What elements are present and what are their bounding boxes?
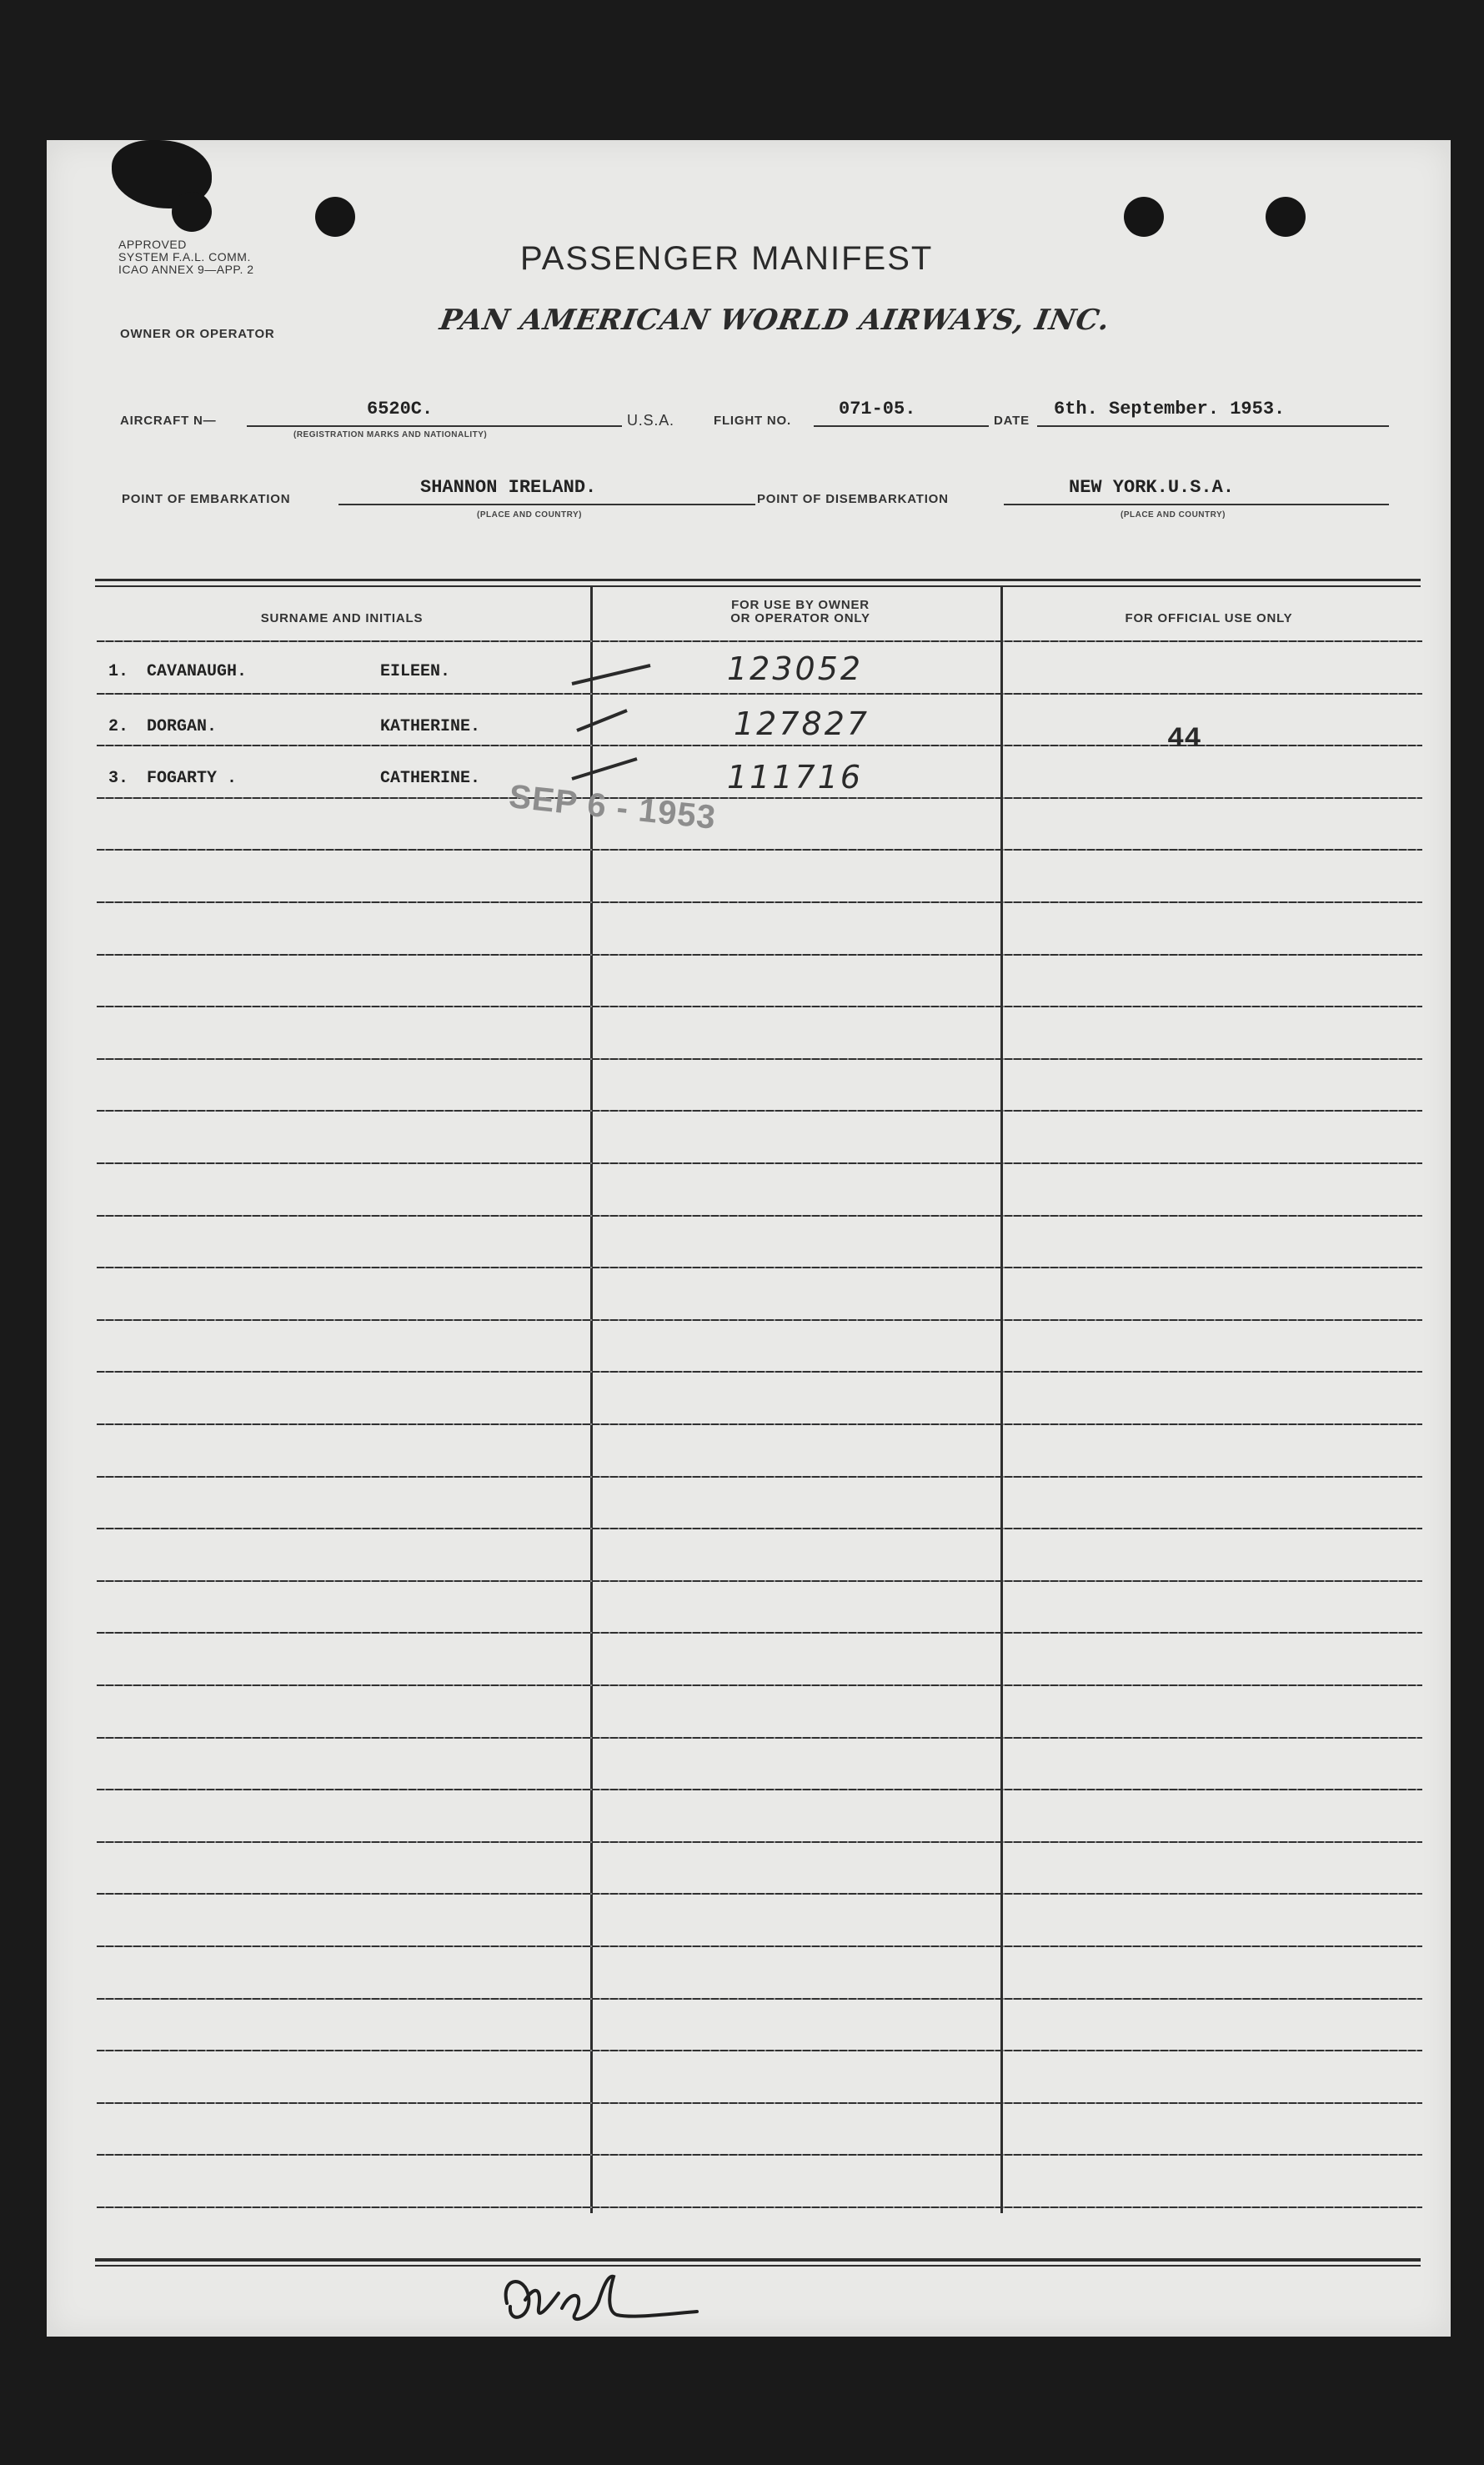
passenger-given-name: EILEEN. [380,662,451,681]
date-stamp: SEP 6 - 1953 [507,778,718,836]
ruled-row-line [97,745,1422,746]
column-header-operator [634,599,967,625]
approval-note [118,238,254,276]
punch-hole-3 [1266,197,1306,237]
passenger-surname: FOGARTY . [147,769,238,788]
punch-hole-left-top [172,192,212,232]
ruled-row-line [97,1371,1422,1373]
registration-note: (REGISTRATION MARKS AND NATIONALITY) [293,430,488,439]
ruled-row-line [97,1841,1422,1843]
flight-label: FLIGHT NO. [714,414,791,428]
disembarkation-value: NEW YORK.U.S.A. [1069,477,1235,498]
operator-number: 111716 [727,759,864,796]
passenger-surname: CAVANAUGH. [147,662,248,681]
ruled-row-line [97,1580,1422,1582]
manifest-page [47,140,1451,2337]
column-divider-2 [1000,587,1003,2213]
operator-name: PAN AMERICAN WORLD AIRWAYS, INC. [437,304,1113,337]
ruled-row-line [97,1476,1422,1478]
ruled-row-line [97,1945,1422,1947]
ruled-row-line [97,2206,1422,2208]
row-number: 1. [108,662,129,681]
tick-mark-2 [577,710,627,730]
flight-value: 071-05. [839,399,916,419]
table-bottom-rule [95,2258,1421,2262]
disembarkation-label: POINT OF DISEMBARKATION [757,492,949,506]
column-divider-1 [590,587,593,2213]
ruled-row-line [97,1528,1422,1529]
column-header-operator-line-2: OR OPERATOR ONLY [730,611,870,625]
official-mark: 44 [1167,724,1201,756]
table-top-rule [95,579,1421,581]
passenger-given-name: CATHERINE. [380,769,481,788]
form-title: PASSENGER MANIFEST [520,240,934,277]
flight-underline [814,425,989,427]
ruled-row-line [97,2050,1422,2051]
date-underline [1037,425,1389,427]
passenger-surname: DORGAN. [147,717,218,736]
ruled-row-line [97,901,1422,903]
approval-line-3: ICAO ANNEX 9—APP. 2 [118,263,254,276]
aircraft-label: AIRCRAFT N— [120,414,217,428]
punch-hole-2 [1124,197,1164,237]
ruled-row-line [97,1215,1422,1217]
ruled-row-line [97,1267,1422,1268]
ruled-row-line [97,2102,1422,2104]
aircraft-value: 6520C. [367,399,434,419]
embarkation-label: POINT OF EMBARKATION [122,492,291,506]
row-number: 2. [108,717,129,736]
aircraft-underline [247,425,622,427]
ruled-row-line [97,1632,1422,1634]
ruled-row-line [97,1998,1422,2000]
punch-hole-1 [315,197,355,237]
ruled-row-line [97,849,1422,851]
ruled-row-line [97,1006,1422,1007]
tick-mark-1 [572,665,650,684]
ruled-row-line [97,1110,1422,1112]
ruled-row-line [97,640,1422,642]
date-label: DATE [994,414,1030,428]
owner-label: OWNER OR OPERATOR [120,327,275,341]
column-header-official: FOR OFFICIAL USE ONLY [1125,611,1293,625]
table-top-rule-2 [95,585,1421,587]
embarkation-value: SHANNON IRELAND. [420,477,597,498]
disembarkation-underline [1004,504,1389,505]
ruled-row-line [97,954,1422,956]
ruled-row-line [97,797,1422,799]
ruled-row-line [97,693,1422,695]
tick-marks [567,659,667,792]
table-bottom-rule-2 [95,2265,1421,2267]
signature [492,2260,709,2335]
column-header-surname: SURNAME AND INITIALS [260,611,424,625]
ruled-row-line [97,1684,1422,1686]
ruled-row-line [97,1319,1422,1321]
operator-number: 123052 [727,650,864,687]
embarkation-underline [338,504,755,505]
tick-mark-3 [572,759,637,779]
column-header-operator-line-1: FOR USE BY OWNER [731,598,870,612]
ruled-row-line [97,1058,1422,1060]
ruled-row-line [97,1423,1422,1425]
usa-label: U.S.A. [627,412,674,429]
passenger-given-name: KATHERINE. [380,717,481,736]
ruled-row-line [97,1737,1422,1739]
ruled-row-line [97,2154,1422,2156]
date-value: 6th. September. 1953. [1054,399,1286,419]
approval-line-1: APPROVED [118,238,187,251]
ruled-row-line [97,1893,1422,1895]
ruled-row-line [97,1789,1422,1790]
operator-number: 127827 [734,705,870,742]
embarkation-note: (PLACE AND COUNTRY) [477,510,582,520]
ruled-row-line [97,1162,1422,1164]
approval-line-2: SYSTEM F.A.L. COMM. [118,250,251,264]
disembarkation-note: (PLACE AND COUNTRY) [1121,510,1226,520]
row-number: 3. [108,769,129,788]
